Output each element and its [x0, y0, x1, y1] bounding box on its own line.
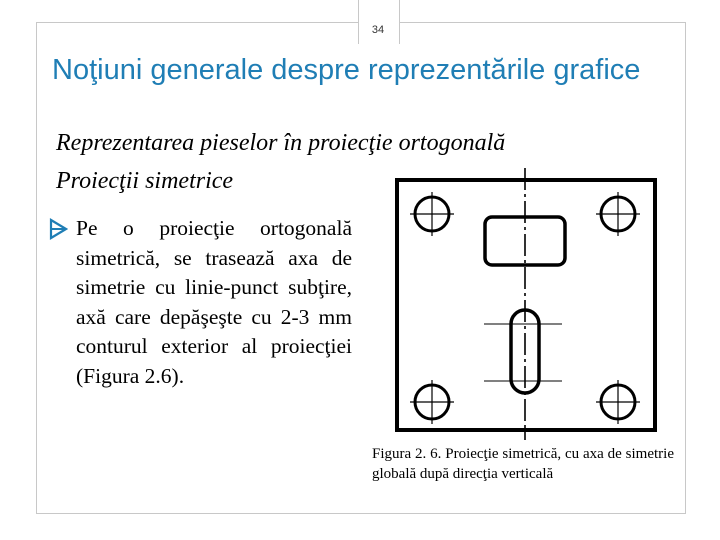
slide-title: Noţiuni generale despre reprezentările grafice [52, 54, 641, 86]
bullet-text: Pe o proiecţie ortogonală simetrică, se trasează axa de simetrie cu linie-punct subţire, axă care depăşeşte cu 2-3 mm conturul exterior al proiecţiei (Figura 2.6). [76, 216, 352, 388]
hole-top-left [410, 192, 454, 236]
page-number-tab [358, 0, 400, 44]
section-heading: Proiecţii simetrice [56, 168, 234, 194]
hole-bottom-right [596, 380, 640, 424]
hole-top-right [596, 192, 640, 236]
symmetric-projection-drawing [380, 168, 670, 440]
arrow-bullet-icon [48, 218, 68, 240]
hole-bottom-left [410, 380, 454, 424]
figure-caption: Figura 2. 6. Proiecţie simetrică, cu axa de simetrie globală după direcţia verticală [372, 446, 674, 482]
slide-subtitle: Reprezentarea pieselor în proiecţie ortogonală [56, 130, 506, 156]
page-number: 34 [371, 24, 385, 36]
